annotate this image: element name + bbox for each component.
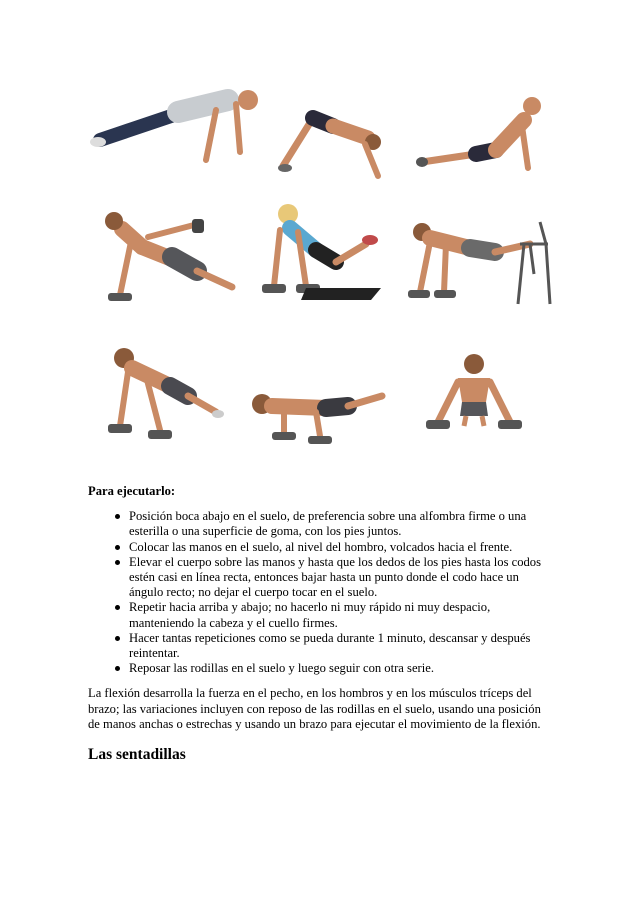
exercise-figures xyxy=(88,82,554,462)
list-item xyxy=(129,661,552,676)
bullet-icon xyxy=(115,666,120,671)
document-body xyxy=(88,484,552,764)
list-item xyxy=(129,631,552,661)
pike-pushup-icon xyxy=(273,88,403,183)
list-item-text: Reposar las rodillas en el suelo y luego seguir con otra serie. xyxy=(129,661,434,676)
front-pushup-bars-icon xyxy=(424,352,524,442)
list-item-text: Repetir hacia arriba y abajo; no hacerlo ni muy rápido ni muy despacio, manteniendo la cabeza y el cuello firmes. xyxy=(129,600,491,630)
section-heading: Para ejecutarlo: xyxy=(88,484,176,498)
bullet-icon xyxy=(115,545,120,550)
list-item-text: Colocar las manos en el suelo, al nivel del hombro, volcados hacia el frente. xyxy=(129,539,513,554)
low-pushup-bars-icon xyxy=(244,382,388,452)
list-item xyxy=(129,509,552,539)
bullet-icon xyxy=(115,636,120,641)
pushup-gray-shirt-icon xyxy=(88,82,266,182)
kneeling-pushup-icon xyxy=(246,200,386,305)
bullet-icon xyxy=(115,605,120,610)
list-item-text: Posición boca abajo en el suelo, de preferencia sobre una alfombra firme o una esterilla o una superficie de goma, con los pies juntos. xyxy=(129,509,527,539)
list-item-text: Elevar el cuerpo sobre las manos y hasta que los dedos de los pies hasta los codos estén casi en línea recta, entonces bajar hasta un punto donde el codo hace un ángulo recto; no dejar el cuerpo tocar en el suelo. xyxy=(129,554,541,600)
decline-pushup-chair-icon xyxy=(400,214,554,309)
list-item-text: Hacer tantas repeticiones como se pueda durante 1 minuto, descansar y después reintentar. xyxy=(129,630,531,661)
pushup-bars-icon xyxy=(98,344,226,449)
bullet-icon xyxy=(115,560,120,565)
one-arm-pushup-bar-icon xyxy=(92,207,237,307)
next-section-heading: Las sentadillas xyxy=(88,746,186,764)
upward-dog-icon xyxy=(416,92,554,182)
list-item xyxy=(129,555,552,601)
list-item xyxy=(129,540,552,555)
bullet-icon xyxy=(115,514,120,519)
body-paragraph: La flexión desarrolla la fuerza en el pecho, en los hombros y en los músculos tríceps del brazo; las variaciones incluyen con reposo de las rodillas en el suelo, usando una posición de manos anchas o estrechas y usando un brazo para ejecutar el movimiento de la flexión. xyxy=(88,686,541,731)
steps-list xyxy=(88,509,552,676)
list-item xyxy=(129,600,552,630)
